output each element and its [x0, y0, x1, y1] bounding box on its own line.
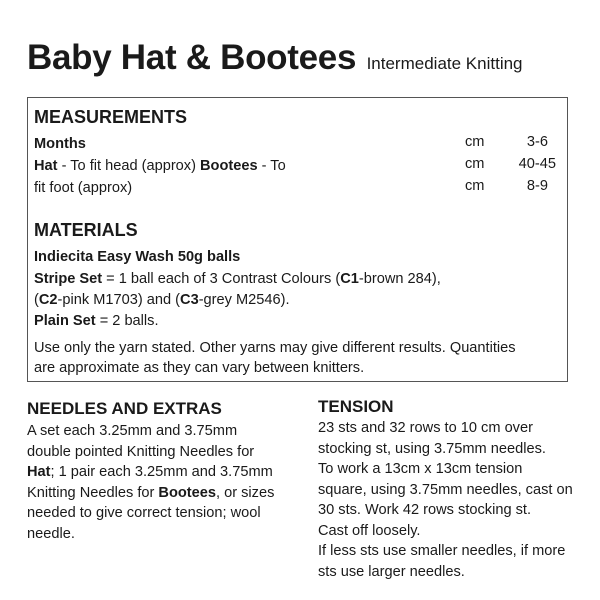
needles-heading: NEEDLES AND EXTRAS	[27, 399, 222, 418]
page-subtitle: Intermediate Knitting	[366, 54, 523, 73]
tension-line: stocking st, using 3.75mm needles.	[318, 440, 546, 457]
bootees-desc: - To	[257, 158, 286, 174]
tension-line: Cast off loosely.	[318, 522, 421, 539]
c3-text: -grey M2546).	[198, 292, 290, 308]
c1-label: C1	[340, 271, 359, 287]
c2-label: C2	[38, 292, 58, 308]
unit-hat: cm	[465, 156, 485, 172]
c3-label: C3	[180, 292, 199, 308]
needles-line	[27, 483, 274, 504]
stripe-set-label: Stripe Set	[34, 271, 103, 287]
needles-line: A set each 3.25mm and 3.75mm	[27, 423, 238, 439]
tension-heading: TENSION	[318, 397, 394, 416]
needles-bootees-text: , or sizes	[216, 484, 275, 501]
needles-line: needed to give correct tension; wool	[27, 505, 261, 521]
needles-bootees-lead: Knitting Needles for	[27, 484, 159, 501]
title-row	[27, 38, 523, 78]
tension-line: sts use larger needles.	[318, 563, 465, 580]
tension-line: To work a 13cm x 13cm tension	[318, 461, 523, 477]
measurements-heading: MEASUREMENTS	[34, 107, 188, 127]
tension-text	[318, 418, 573, 582]
yarn-note-line2: are approximate as they can vary between knitters.	[34, 360, 365, 376]
hat-desc: - To fit head (approx)	[57, 158, 201, 174]
measurements-materials-box	[27, 97, 568, 382]
fit-foot-label: fit foot (approx)	[34, 180, 133, 196]
months-label: Months	[34, 136, 86, 152]
tension-line: If less sts use smaller needles, if more	[318, 543, 566, 559]
value-months: 3-6	[526, 134, 548, 150]
value-foot: 8-9	[526, 178, 548, 194]
unit-months: cm	[465, 134, 485, 150]
plain-set-label: Plain Set	[34, 313, 96, 329]
hat-label: Hat	[34, 158, 58, 174]
needles-hat-label: Hat	[27, 464, 51, 480]
needles-bootees-label: Bootees	[158, 484, 216, 501]
stripe-set-line2	[34, 290, 290, 310]
needles-line: needle.	[27, 525, 75, 542]
yarn-note-line1: Use only the yarn stated. Other yarns may give different results. Quantities	[34, 340, 516, 356]
yarn-name: Indiecita Easy Wash 50g balls	[34, 249, 241, 265]
unit-foot: cm	[465, 178, 485, 194]
needles-line	[27, 462, 274, 483]
materials-heading: MATERIALS	[34, 220, 138, 240]
tension-line: square, using 3.75mm needles, cast on	[318, 481, 573, 498]
plain-set-line	[34, 311, 159, 331]
hat-bootees-label	[34, 156, 286, 176]
c2-text: -pink M1703) and (	[57, 292, 181, 308]
needles-hat-text: ; 1 pair each 3.25mm and 3.75mm	[50, 464, 273, 480]
tension-line: 30 sts. Work 42 rows stocking st.	[318, 502, 532, 518]
stripe-open: (	[34, 292, 39, 308]
c1-text: -brown 284),	[358, 271, 441, 287]
bootees-label: Bootees	[200, 158, 258, 174]
stripe-set-text: = 1 ball each of 3 Contrast Colours (	[102, 271, 341, 287]
needles-text	[27, 421, 274, 544]
tension-line: 23 sts and 32 rows to 10 cm over	[318, 420, 533, 436]
page-title: Baby Hat & Bootees	[27, 38, 357, 77]
plain-set-text: = 2 balls.	[95, 313, 159, 329]
stripe-set-line1	[34, 269, 441, 289]
needles-line: double pointed Knitting Needles for	[27, 443, 255, 460]
value-hat: 40-45	[518, 156, 556, 172]
